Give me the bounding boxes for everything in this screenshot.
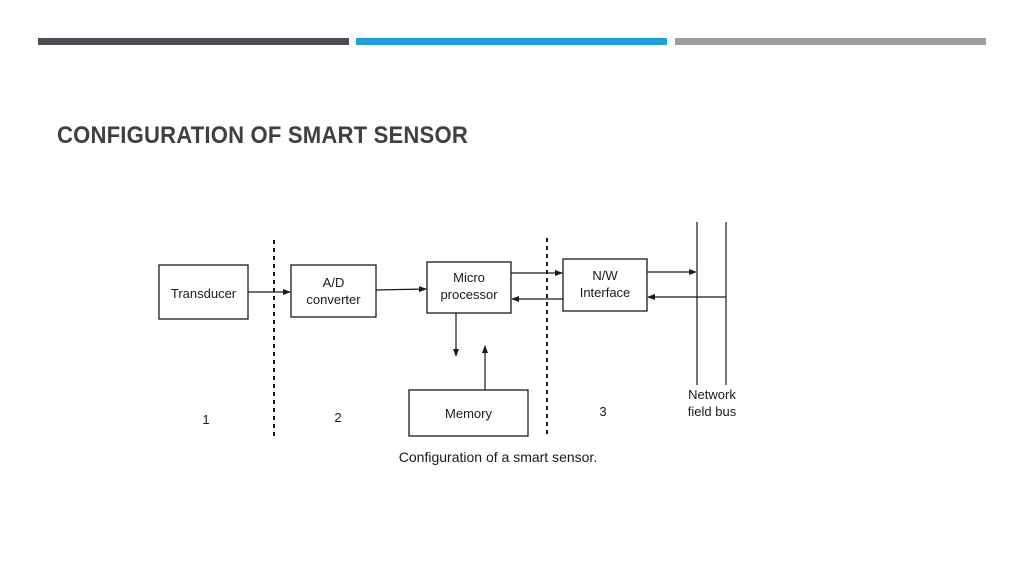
nw-interface-label-line1: N/W [592,268,618,283]
ad-converter-block [291,265,376,317]
stage-label-2: 2 [334,410,342,425]
diagram-caption: Configuration of a smart sensor. [398,449,598,465]
stage-label-3: 3 [599,404,607,419]
network-label-line1: Network [688,387,736,402]
network-label-line2: field bus [687,404,737,419]
stage-label-1: 1 [202,412,210,427]
memory-label: Memory [445,406,492,421]
slide-title: CONFIGURATION OF SMART SENSOR [57,122,468,149]
ad-converter-label-line2: converter [306,292,361,307]
arrow-ad-to-micro [376,289,426,290]
microprocessor-label-line1: Micro [453,270,485,285]
microprocessor-label-line2: processor [440,287,498,302]
transducer-label: Transducer [170,286,237,301]
nw-interface-label-line2: Interface [579,285,631,300]
ad-converter-label-line1: A/D [322,275,345,290]
